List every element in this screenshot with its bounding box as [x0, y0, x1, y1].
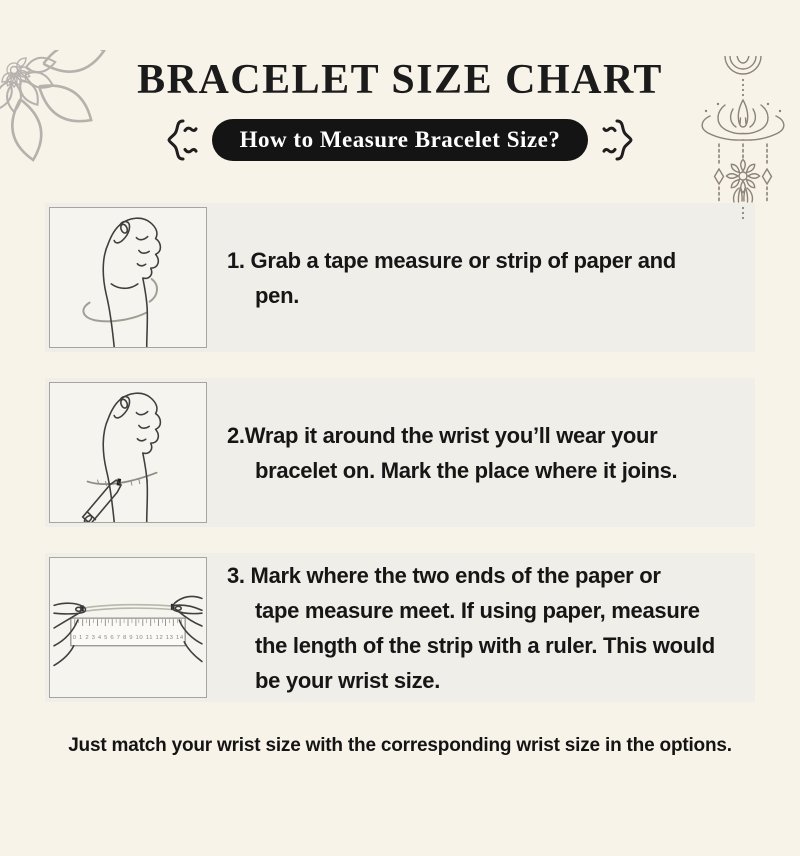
step-3-line-2: tape measure meet. If using paper, measure — [255, 597, 700, 623]
step-row-1 — [45, 203, 755, 352]
badge-row — [0, 117, 800, 163]
step-3-line-4: be your wrist size. — [255, 667, 441, 693]
ruler-numbers: 0 1 2 3 4 5 6 7 8 9 10 11 12 13 14 — [72, 634, 184, 641]
step-2-text — [207, 378, 755, 527]
step-2-line-1: 2.Wrap it around the wrist you’ll wear your — [227, 422, 658, 448]
how-to-measure-badge: How to Measure Bracelet Size? — [212, 119, 589, 161]
step-row-3 — [45, 553, 755, 702]
step-row-2 — [45, 378, 755, 527]
step-1-line-2: pen. — [255, 282, 300, 308]
page-title: BRACELET SIZE CHART — [137, 57, 663, 103]
step-1-illustration-box — [49, 207, 207, 348]
step-3-line-3: the length of the strip with a ruler. This would — [255, 632, 715, 658]
flourish-bracket-right-icon — [602, 117, 638, 163]
steps-list — [45, 203, 755, 702]
step-2-illustration-box — [49, 382, 207, 523]
footer-note: Just match your wrist size with the corresponding wrist size in the options. — [68, 735, 732, 756]
flourish-bracket-left-icon — [162, 117, 198, 163]
step-3-text — [207, 553, 755, 702]
ruler-strip-hands-icon — [53, 559, 203, 697]
step-1-line-1: 1. Grab a tape measure or strip of paper and — [227, 247, 676, 273]
step-1-text — [207, 203, 755, 352]
step-3-illustration-box — [49, 557, 207, 698]
hand-with-tape-icon — [53, 209, 203, 347]
step-2-line-2: bracelet on. Mark the place where it joins. — [255, 457, 678, 483]
step-3-line-1: 3. Mark where the two ends of the paper or — [227, 562, 661, 588]
hand-pen-marking-icon — [53, 384, 203, 522]
